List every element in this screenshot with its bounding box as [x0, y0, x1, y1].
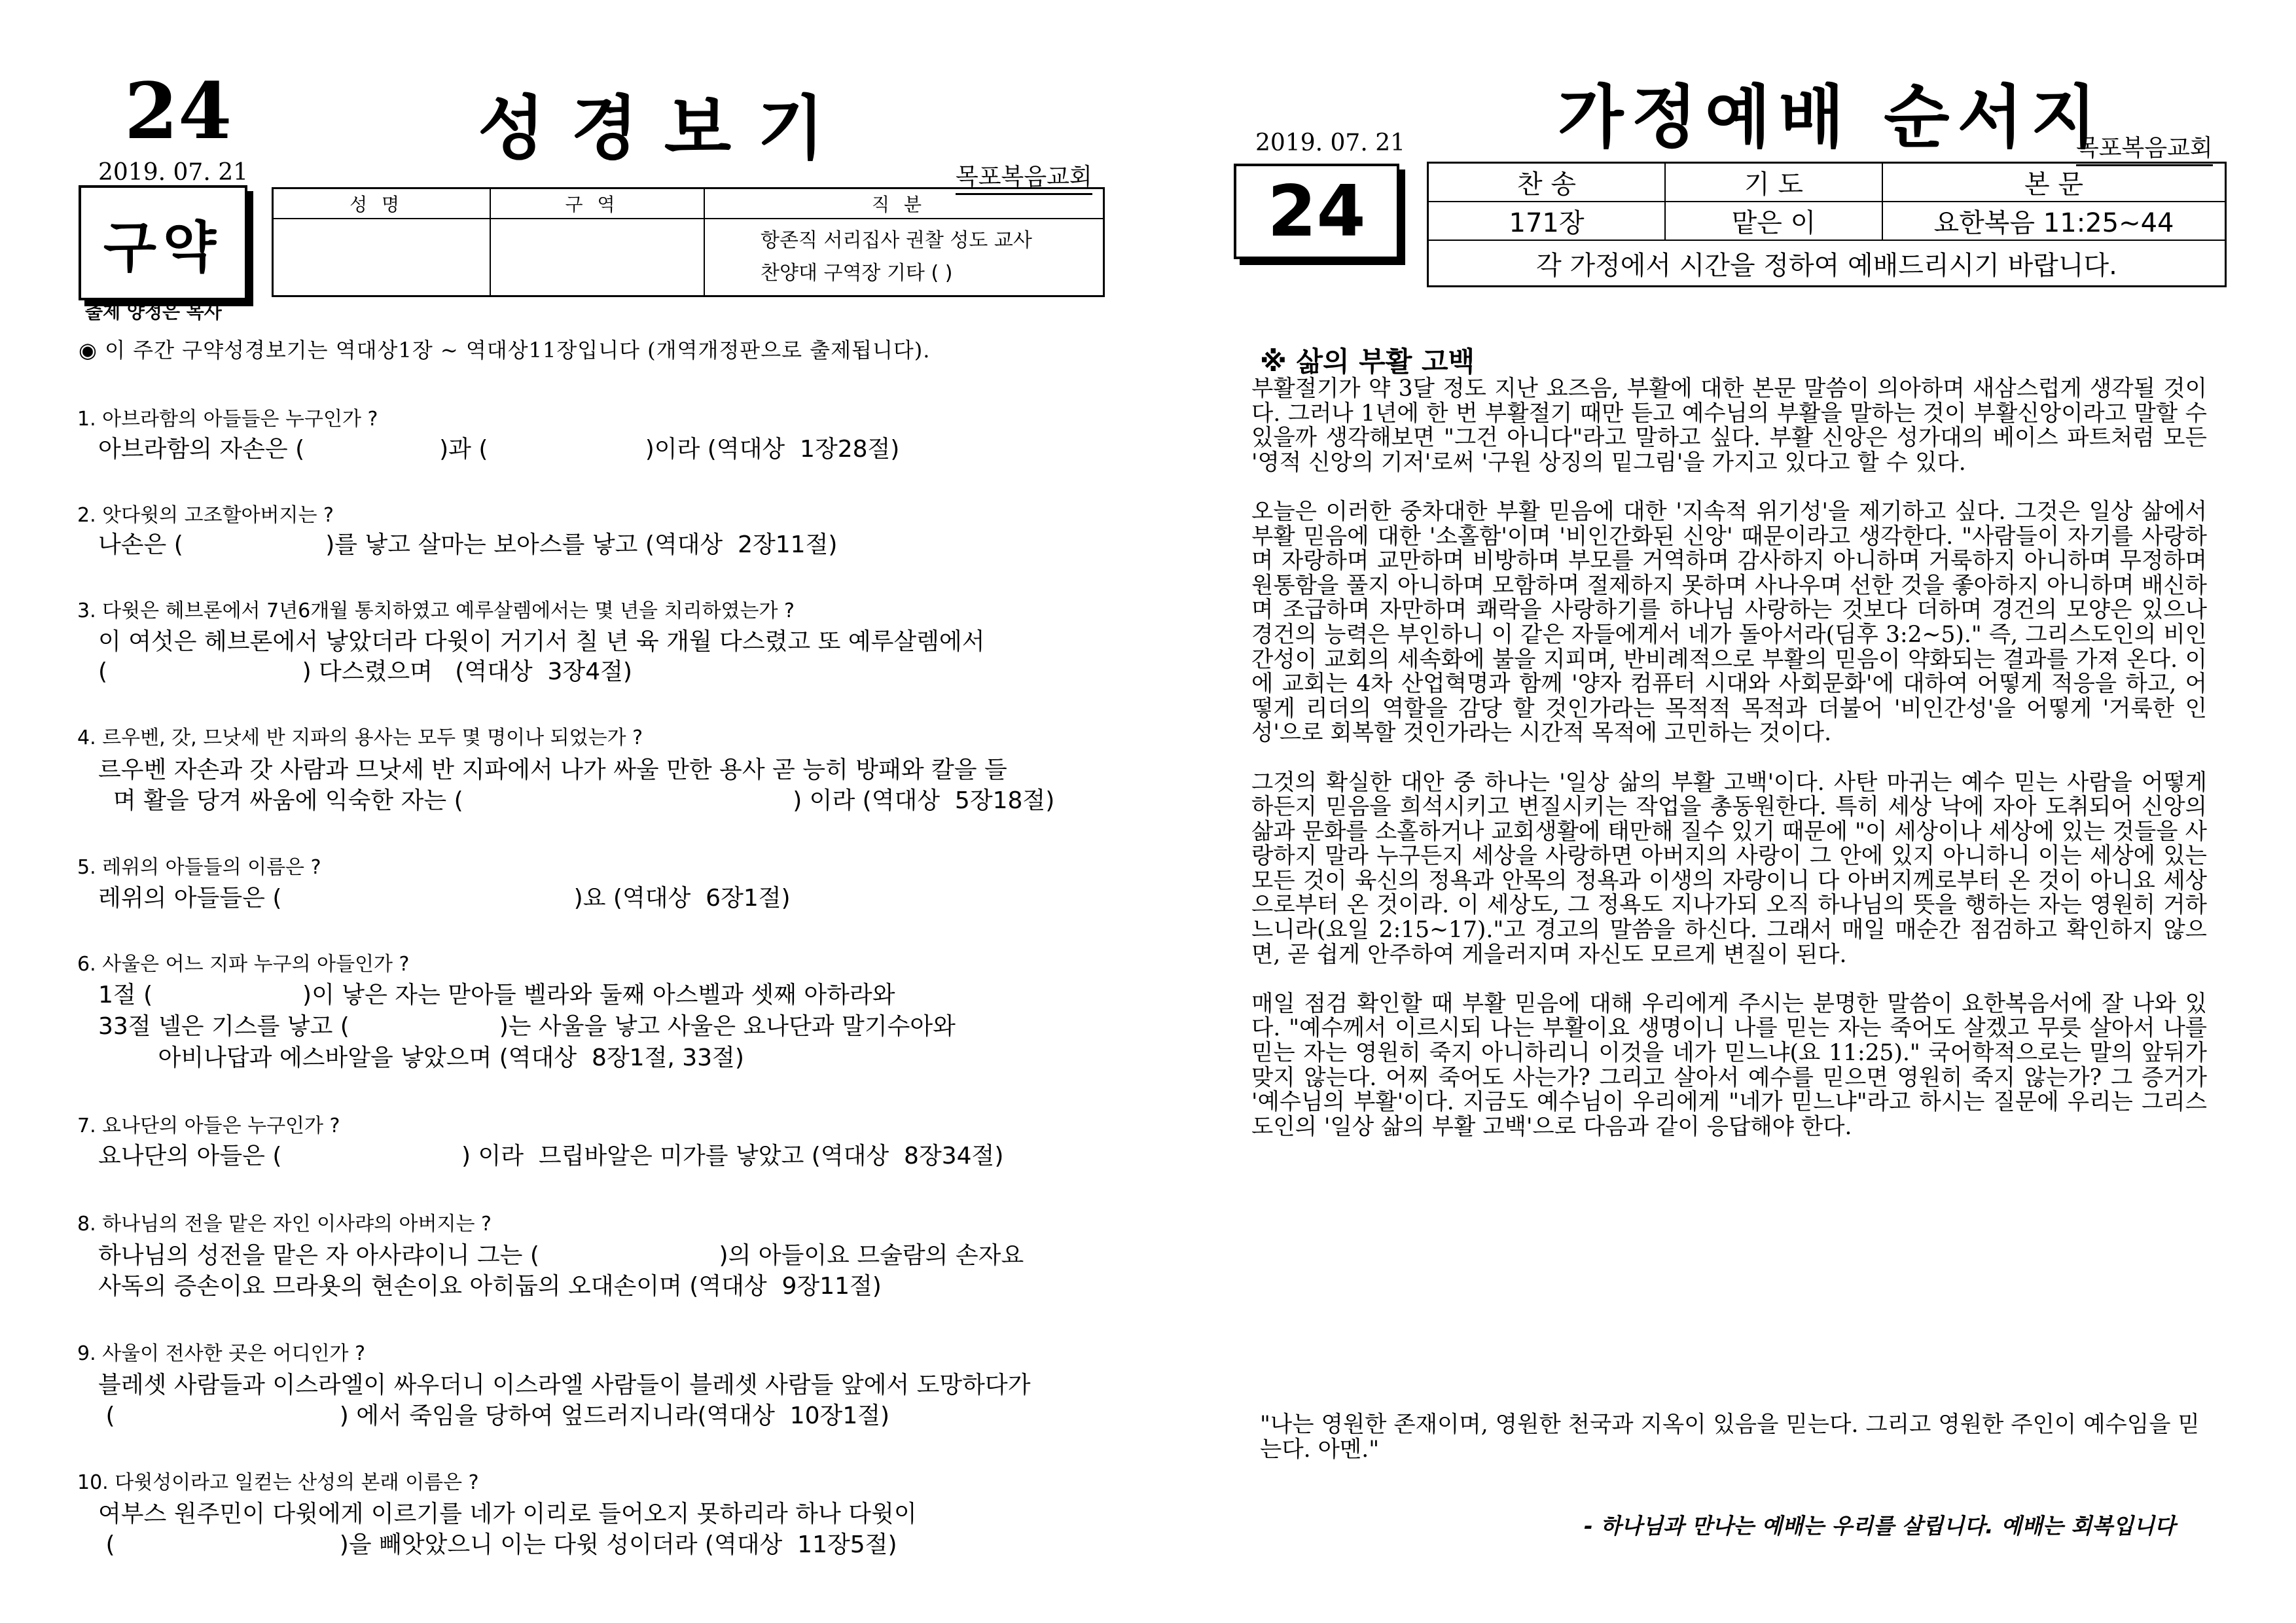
- answer-7-line1[interactable]: 요나단의 아들은 ( ) 이라 므립바알은 미가를 낳았고 (역대상 8장34절): [98, 1143, 1004, 1169]
- hymn-header: 찬 송: [1428, 163, 1666, 202]
- district-field[interactable]: [490, 219, 704, 296]
- answer-5-line1[interactable]: 레위의 아들들은 ( )요 (역대상 6장1절): [98, 885, 791, 912]
- worship-note: 각 가정에서 시간을 정하여 예배드리시기 바랍니다.: [1428, 240, 2226, 287]
- confession-quote: "나는 영원한 존재이며, 영원한 천국과 지옥이 있음을 믿는다. 그리고 영원한 주인이 예수임을 믿는다. 아멘.": [1260, 1412, 2200, 1463]
- question-10: 10. 다윗성이라고 일컫는 산성의 본래 이름은 ?: [77, 1471, 479, 1494]
- answer-4-line2[interactable]: 며 활을 당겨 싸움에 익숙한 자는 ( ) 이라 (역대상 5장18절): [98, 787, 1055, 814]
- question-9: 9. 사울이 전사한 곳은 어디인가 ?: [77, 1342, 365, 1365]
- article-paragraph-3: 그것의 확실한 대안 중 하나는 '일상 삶의 부활 고백'이다. 사탄 마귀는 예수 믿는 사람을 어떻게 하든지 믿음을 희석시키고 변질시키는 작업을 총동원한다. 특히 세상 낙에 자아 도취되어 신앙의 삶과 문화를 소홀하거나 교회생활에 태만해 질수 있기 때문에 "이 세상이나 세상에 있는 것들을 사랑하지 말라 누구든지 세상을 사랑하면 아버지의 사랑이 그 안에 있지 아니하니 이는 세상에 있는 모든 것이 육신의 정욕과 안목의 정욕과 이생의 자랑이니 다 아버지께로부터 온 것이 아니요 세상으로부터 온 것이라. 이 세상도, 그 정욕도 지나가되 오직 하나님의 뜻을 행하는 자는 영원히 거하느니라(요일 2:15~17)."고 경고의 말씀을 하신다. 그래서 매일 매순간 점검하고 확인하지 않으면, 곧 쉽게 안주하여 게을러지며 자신도 모르게 변질이 된다.: [1251, 769, 2207, 968]
- answer-1-line1[interactable]: 아브라함의 자손은 ( )과 ( )이라 (역대상 1장28절): [98, 436, 900, 463]
- answer-2-line1[interactable]: 나손은 ( )를 낳고 살마는 보아스를 낳고 (역대상 2장11절): [98, 531, 838, 558]
- answer-8-line1[interactable]: 하나님의 성전을 맡은 자 아사랴이니 그는 ( )의 아들이요 므술람의 손자요: [98, 1242, 1024, 1269]
- scripture-header: 본 문: [1882, 163, 2226, 202]
- role-options[interactable]: [704, 219, 1104, 296]
- answer-10-line2[interactable]: ( )을 빼앗았으니 이는 다윗 성이더라 (역대상 11장5절): [98, 1531, 897, 1558]
- date: 2019. 07. 21: [98, 159, 249, 186]
- member-info-table: [272, 187, 1105, 297]
- hymn-value: 171장: [1428, 202, 1666, 240]
- answer-3-line2[interactable]: ( ) 다스렸으며 (역대상 3장4절): [98, 658, 632, 685]
- role-header: 직분: [704, 188, 1104, 219]
- question-4: 4. 르우벤, 갓, 므낫세 반 지파의 용사는 모두 몇 명이나 되었는가 ?: [77, 726, 643, 749]
- worship-date: 2019. 07. 21: [1255, 130, 1406, 156]
- question-8: 8. 하나님의 전을 맡은 자인 이사랴의 아버지는 ?: [77, 1213, 492, 1236]
- answer-8-line2: 사독의 증손이요 므라욧의 현손이요 아히둡의 오대손이며 (역대상 9장11절): [98, 1273, 882, 1300]
- answer-4-line1: 르우벤 자손과 갓 사람과 므낫세 반 지파에서 나가 싸울 만한 용사 곧 능히 방패와 칼을 들: [98, 757, 1007, 783]
- article-paragraph-1: 부활절기가 약 3달 정도 지난 요즈음, 부활에 대한 본문 말씀이 의아하며 새삼스럽게 생각될 것이다. 그러나 1년에 한 번 부활절기 때만 듣고 예수님의 부활을 말하는 것이 부활신앙이라고 말할 수 있을까 생각해보면 "그건 아니다"라고 말하고 싶다. 부활 신앙은 성가대의 베이스 파트처럼 모든 '영적 신앙의 기저'로써 '구원 상징의 밑그림'을 가지고 있다고 할 수 있다.: [1251, 376, 2207, 476]
- prayer-value: 맡은 이: [1665, 202, 1882, 240]
- article-body: [1251, 377, 2207, 1164]
- page-title: 성경보기: [478, 88, 851, 169]
- testament-badge: 구약: [79, 185, 247, 300]
- question-1: 1. 아브라함의 아들들은 누구인가 ?: [77, 408, 378, 431]
- question-6: 6. 사울은 어느 지파 누구의 아들인가 ?: [77, 953, 410, 976]
- answer-3-line1: 이 여섯은 헤브론에서 낳았더라 다윗이 거기서 칠 년 육 개월 다스렸고 또 예루살렘에서: [98, 628, 985, 655]
- article-title: ※ 삶의 부활 고백: [1260, 346, 1475, 378]
- church-name: 목포복음교회: [956, 158, 1092, 195]
- article-paragraph-4: 매일 점검 확인할 때 부활 믿음에 대해 우리에게 주시는 분명한 말씀이 요한복음서에 잘 나와 있다. "예수께서 이르시되 나는 부활이요 생명이니 나를 믿는 자는 죽어도 살겠고 무릇 살아서 나를 믿는 자는 영원히 죽지 아니하리니 이것을 네가 믿느냐(요 11:25)." 국어학적으로는 말의 앞뒤가 맞지 않는다. 어찌 죽어도 사는가? 그리고 살아서 예수를 믿으면 영원히 죽지 않는가? 그 증거가 '예수님의 부활'이다. 지금도 예수님이 우리에게 "네가 믿느냐"라고 하시는 질문에 우리는 그리스도인의 '일상 삶의 부활 고백'으로 다음과 같이 응답해야 한다.: [1251, 990, 2207, 1140]
- issue-number: 24: [124, 65, 232, 156]
- answer-9-line1: 블레셋 사람들과 이스라엘이 싸우더니 이스라엘 사람들이 블레셋 사람들 앞에서 도망하다가: [98, 1372, 1031, 1399]
- worship-issue-number: 24: [1234, 164, 1399, 259]
- prayer-header: 기 도: [1665, 163, 1882, 202]
- question-3: 3. 다윗은 헤브론에서 7년6개월 통치하였고 예루살렘에서는 몇 년을 치리하였는가 ?: [77, 599, 795, 622]
- worship-church-name: 목포복음교회: [2076, 130, 2213, 166]
- worship-order-table: [1427, 162, 2227, 287]
- article-paragraph-2: 오늘은 이러한 중차대한 부활 믿음에 대한 '지속적 위기성'을 제기하고 싶다. 그것은 일상 삶에서 부활 믿음에 대한 '소홀함'이며 '비인간화된 신앙' 때문이라고 생각한다. "사람들이 자기를 사랑하며 자랑하며 교만하며 비방하며 부모를 거역하며 감사하지 아니하며 거룩하지 아니하며 무정하며 원통함을 풀지 아니하며 모함하며 절제하지 못하며 사나우며 선한 것을 좋아하지 아니하며 배신하며 조급하며 자만하며 쾌락을 사랑하기를 하나님 사랑하는 것보다 더하며 경건의 모양은 있으나 경건의 능력은 부인하니 이 같은 자들에게서 네가 돌아서라(딤후 3:2~5)." 즉, 그리스도인의 비인간성이 교회의 세속화에 불을 지피며, 반비례적으로 부활의 믿음이 약화되는 결과를 가져 온다. 이에 교회는 4차 산업혁명과 함께 '양자 컴퓨터 시대와 사회문화'에 대하여 어떻게 적응을 하고, 어떻게 리더의 역할을 감당 할 것인가라는 목적적 목적과 더불어 '비인간성'을 어떻게 '거룩한 인성'으로 회복할 것인가라는 시간적 목적에 고민하는 것이다.: [1251, 498, 2207, 747]
- name-field[interactable]: [273, 219, 491, 296]
- question-5: 5. 레위의 아들들의 이름은 ?: [77, 856, 321, 879]
- role-options-line1: 항존직 서리집사 권찰 성도 교사: [761, 229, 1032, 252]
- answer-6-line2[interactable]: 33절 넬은 기스를 낳고 ( )는 사울을 낳고 사울은 요나단과 말기수아와: [98, 1013, 956, 1040]
- question-2: 2. 앗다윗의 고조할아버지는 ?: [77, 504, 334, 527]
- question-7: 7. 요나단의 아들은 누구인가 ?: [77, 1115, 340, 1137]
- worship-title: 가정예배 순서지: [1558, 77, 2105, 157]
- answer-6-line3: 아비나답과 에스바알을 낳았으며 (역대상 8장1절, 33절): [98, 1044, 744, 1071]
- author: 출제 양정은 목사: [85, 301, 222, 323]
- answer-10-line1: 여부스 원주민이 다윗에게 이르기를 네가 이리로 들어오지 못하리라 하나 다윗이: [98, 1501, 917, 1527]
- weekly-notice: ◉ 이 주간 구약성경보기는 역대상1장 ~ 역대상11장입니다 (개역개정판으로 출제됩니다).: [79, 338, 931, 363]
- answer-9-line2[interactable]: ( ) 에서 죽임을 당하여 엎드러지니라(역대상 10장1절): [98, 1402, 890, 1429]
- answer-6-line1[interactable]: 1절 ( )이 낳은 자는 맏아들 벨라와 둘째 아스벨과 셋째 아하라와: [98, 982, 895, 1008]
- closing-line: - 하나님과 만나는 예배는 우리를 살립니다. 예배는 회복입니다: [1584, 1513, 2176, 1539]
- name-header: 성명: [273, 188, 491, 219]
- role-options-line2: 찬양대 구역장 기타 ( ): [761, 262, 953, 285]
- district-header: 구역: [490, 188, 704, 219]
- scripture-value: 요한복음 11:25~44: [1882, 202, 2226, 240]
